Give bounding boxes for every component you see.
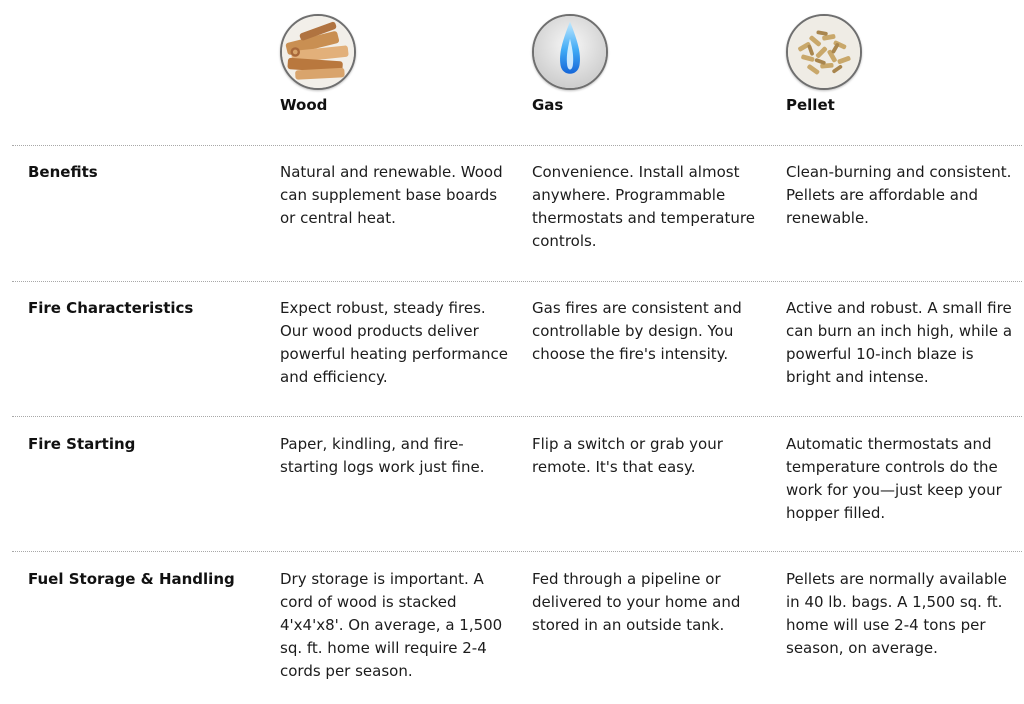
- row-divider: [12, 281, 1022, 282]
- cell-fire-characteristics-gas: Gas fires are consistent and controllable by design. You choose the fire's intensity.: [532, 299, 742, 363]
- column-label-gas: Gas: [532, 96, 564, 114]
- cell-fire-characteristics-wood: Expect robust, steady fires. Our wood products deliver powerful heating performance and efficiency.: [280, 299, 508, 386]
- cell-fuel-storage-pellet: Pellets are normally available in 40 lb. bags. A 1,500 sq. ft. home will use 2-4 tons per season, on average.: [786, 570, 1007, 657]
- cell-fuel-storage-wood: Dry storage is important. A cord of wood is stacked 4'x4'x8'. On average, a 1,500 sq. ft. home will require 2-4 cords per season.: [280, 570, 503, 680]
- column-header-wood: [280, 14, 356, 114]
- cell-benefits-wood: Natural and renewable. Wood can supplement base boards or central heat.: [280, 163, 503, 227]
- row-label-fire-starting: Fire Starting: [28, 435, 136, 453]
- cell-fire-starting-gas: Flip a switch or grab your remote. It's that easy.: [532, 435, 723, 476]
- row-divider: [12, 416, 1022, 417]
- column-header-pellet: [786, 14, 862, 114]
- cell-benefits-gas: Convenience. Install almost anywhere. Programmable thermostats and temperature controls.: [532, 163, 755, 250]
- column-label-pellet: Pellet: [786, 96, 835, 114]
- row-label-fire-characteristics: Fire Characteristics: [28, 299, 194, 317]
- column-header-gas: [532, 14, 608, 114]
- cell-fire-starting-wood: Paper, kindling, and fire-starting logs work just fine.: [280, 435, 485, 476]
- row-label-fuel-storage-handling: Fuel Storage & Handling: [28, 570, 235, 588]
- cell-fire-starting-pellet: Automatic thermostats and temperature controls do the work for you—just keep your hopper filled.: [786, 435, 1002, 522]
- column-label-wood: Wood: [280, 96, 328, 114]
- cell-benefits-pellet: Clean-burning and consistent. Pellets are affordable and renewable.: [786, 163, 1012, 227]
- wood-pellets-icon: [786, 14, 862, 90]
- cell-fire-characteristics-pellet: Active and robust. A small fire can burn an inch high, while a powerful 10-inch blaze is bright and intense.: [786, 299, 1013, 386]
- row-divider: [12, 145, 1022, 146]
- wood-logs-icon: [280, 14, 356, 90]
- cell-fuel-storage-gas: Fed through a pipeline or delivered to your home and stored in an outside tank.: [532, 570, 741, 634]
- row-label-benefits: Benefits: [28, 163, 98, 181]
- gas-flame-icon: [532, 14, 608, 90]
- row-divider: [12, 551, 1022, 552]
